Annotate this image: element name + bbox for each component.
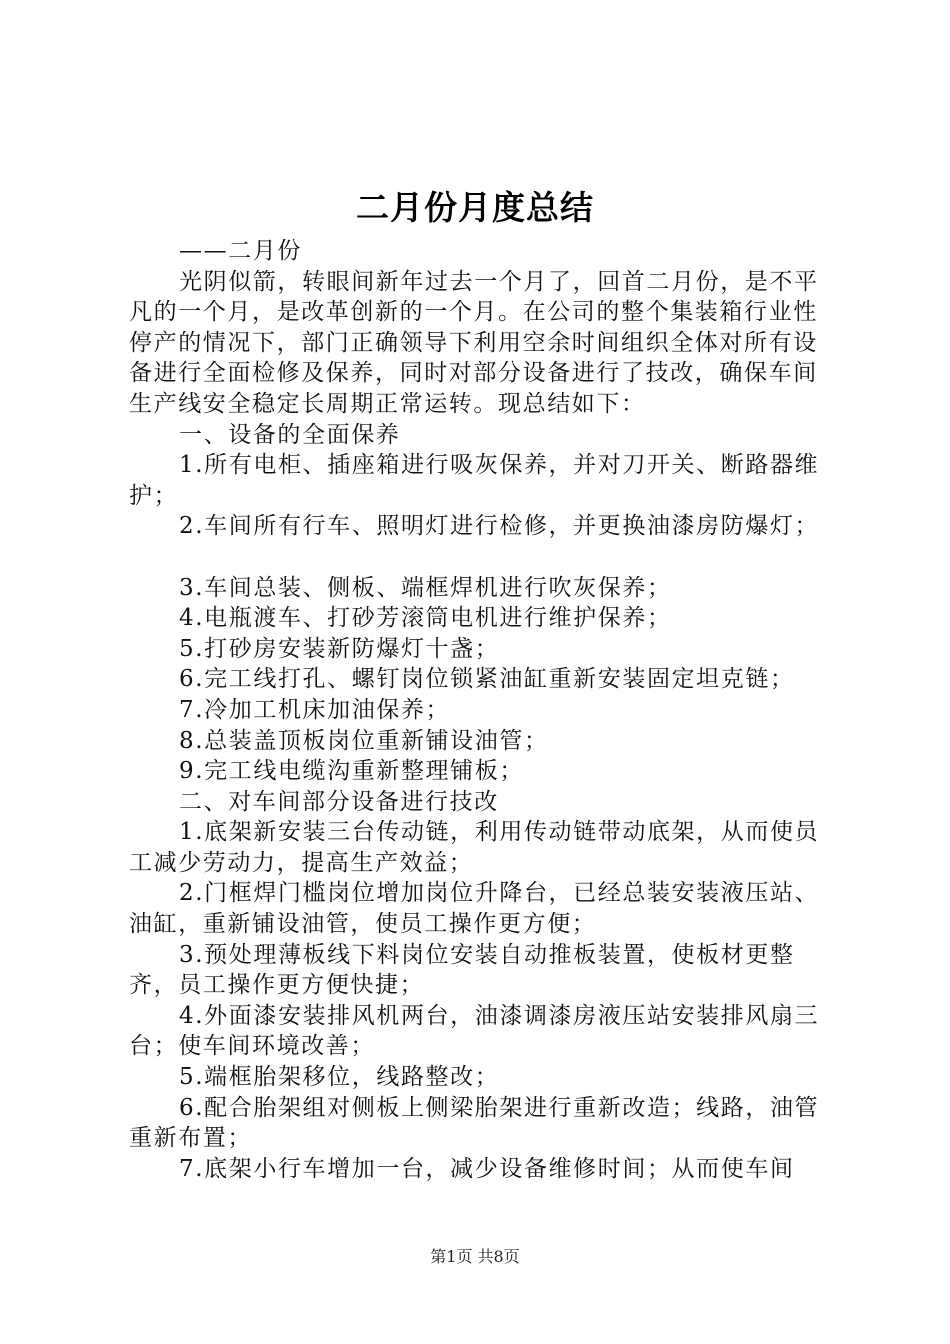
list-item: 8.总装盖顶板岗位重新铺设油管； (179, 727, 549, 754)
list-item: 4.电瓶渡车、打砂芳滚筒电机进行维护保养； (179, 605, 672, 632)
list-item: 7.冷加工机床加油保养； (179, 696, 451, 723)
list-item: 6.完工线打孔、螺钉岗位锁紧油缸重新安装固定坦克链； (179, 666, 795, 693)
list-item: 1.底架新安装三台传动链，利用传动链带动底架，从而使员工减少劳动力，提高生产效益； (129, 819, 820, 876)
blank-line (129, 542, 841, 573)
page-footer: 第1页 共8页 (430, 1247, 520, 1266)
list-item: 6.配合胎架组对侧板上侧梁胎架进行重新改造；线路，油管重新布置； (129, 1094, 820, 1152)
list-item: 5.端框胎架移位，线路整改； (179, 1064, 500, 1091)
list-item: 2.车间所有行车、照明灯进行检修，并更换油漆房防爆灯； (179, 513, 820, 540)
list-item: 7.底架小行车增加一台，减少设备维修时间；从而使车间 (179, 1155, 795, 1182)
list-item: 1.所有电柜、插座箱进行吸灰保养，并对刀开关、断路器维护； (129, 452, 820, 509)
subtitle: ——二月份 (179, 238, 302, 264)
list-item: 5.打砂房安装新防爆灯十盏； (179, 635, 500, 662)
list-item: 4.外面漆安装排风机两台，油漆调漆房液压站安装排风扇三台；使车间环境改善； (129, 1002, 820, 1060)
list-item: 3.预处理薄板线下料岗位安装自动推板装置，使板材更整齐，员工操作更方便快捷； (129, 941, 795, 999)
list-item: 3.车间总装、侧板、端框焊机进行吹灰保养； (179, 574, 672, 601)
section-heading: 一、设备的全面保养 (179, 421, 401, 448)
list-item: 9.完工线电缆沟重新整理铺板； (179, 758, 524, 785)
intro-paragraph: 光阴似箭，转眼间新年过去一个月了，回首二月份，是不平凡的一个月，是改革创新的一个月。在公司的整个集装箱行业性停产的情况下，部门正确领导下利用空余时间组织全体对所有设备进行全面检修及保养，同时对部分设备进行了技改，确保车间生产线安全稳定长周期正常运转。现总结如下： (129, 268, 819, 417)
document-title: 二月份月度总结 (356, 188, 594, 227)
list-item: 2.门框焊门槛岗位增加岗位升降台，已经总装安装液压站、油缸，重新铺设油管，使员工操作更方便； (129, 880, 820, 938)
document-body (129, 236, 841, 1184)
section-heading: 二、对车间部分设备进行技改 (179, 788, 499, 815)
